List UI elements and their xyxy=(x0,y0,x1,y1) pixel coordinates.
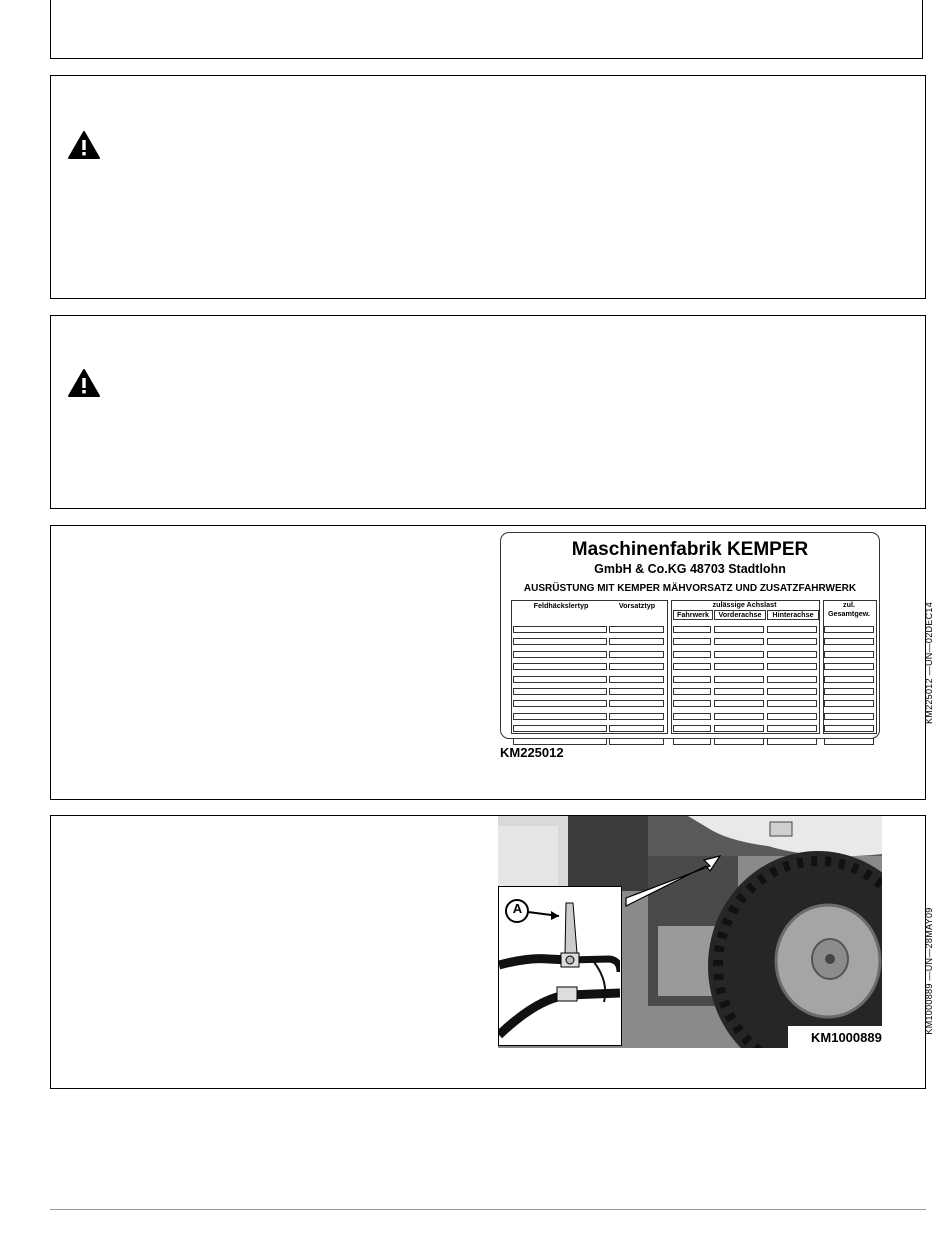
warning-triangle-icon xyxy=(68,131,100,159)
plate-company-name: Maschinenfabrik KEMPER xyxy=(571,539,809,560)
plate-blank-field xyxy=(673,638,711,645)
plate-blank-field xyxy=(767,626,817,633)
plate-blank-field xyxy=(513,725,607,732)
plate-blank-field xyxy=(824,626,874,633)
plate-blank-field xyxy=(673,663,711,670)
plate-blank-field xyxy=(824,738,874,745)
plate-header-front-axle: Vorderachse xyxy=(714,610,766,620)
plate-figure-id: KM225012 xyxy=(500,745,564,760)
warning-box-2 xyxy=(50,315,926,509)
plate-blank-field xyxy=(767,638,817,645)
plate-blank-field xyxy=(513,663,607,670)
plate-blank-field xyxy=(767,738,817,745)
plate-blank-field xyxy=(513,688,607,695)
plate-blank-field xyxy=(609,676,664,683)
plate-blank-field xyxy=(824,638,874,645)
plate-blank-field xyxy=(673,738,711,745)
photo-figure-side-code: KM1000889 —UN—28MAY09 xyxy=(924,907,934,1035)
warning-box-1 xyxy=(50,75,926,299)
plate-blank-field xyxy=(767,688,817,695)
plate-blank-field xyxy=(714,663,764,670)
plate-header-axle-load: zulässige Achslast xyxy=(712,600,777,609)
callout-label-a: A xyxy=(512,901,523,916)
plate-blank-field xyxy=(513,738,607,745)
plate-blank-field xyxy=(767,663,817,670)
plate-header-chassis: Fahrwerk xyxy=(673,610,713,620)
hydraulic-valve-section xyxy=(50,815,934,1089)
plate-company-address: GmbH & Co.KG 48703 Stadtlohn xyxy=(594,562,786,576)
plate-blank-field xyxy=(609,688,664,695)
plate-blank-field xyxy=(513,700,607,707)
plate-blank-field xyxy=(714,651,764,658)
plate-blank-field xyxy=(714,700,764,707)
plate-blank-field xyxy=(513,651,607,658)
identification-plate-section xyxy=(50,525,934,800)
warning-triangle-icon xyxy=(68,369,100,397)
plate-blank-field xyxy=(714,738,764,745)
plate-header-rear-axle: Hinterachse xyxy=(767,610,819,620)
plate-blank-field xyxy=(824,713,874,720)
plate-blank-field xyxy=(714,688,764,695)
plate-blank-field xyxy=(767,651,817,658)
tractor-wheel-photo xyxy=(498,816,882,1048)
plate-blank-field xyxy=(513,713,607,720)
plate-header-harvester-type: Feldhäckslertyp xyxy=(533,601,589,610)
plate-blank-field xyxy=(714,725,764,732)
plate-blank-field xyxy=(673,725,711,732)
plate-blank-field xyxy=(673,713,711,720)
plate-header-total-weight-1: zul. xyxy=(843,600,855,609)
plate-blank-field xyxy=(714,626,764,633)
plate-blank-field xyxy=(609,663,664,670)
plate-blank-field xyxy=(824,688,874,695)
top-content-box xyxy=(50,0,923,59)
plate-blank-field xyxy=(673,688,711,695)
plate-blank-field xyxy=(673,700,711,707)
plate-header-header-type: Vorsatztyp xyxy=(618,601,656,610)
plate-blank-field xyxy=(824,725,874,732)
plate-blank-field xyxy=(714,638,764,645)
plate-blank-field xyxy=(609,638,664,645)
plate-blank-field xyxy=(609,713,664,720)
plate-blank-field xyxy=(714,713,764,720)
plate-figure-side-code: KM225012 —UN—02DEC14 xyxy=(924,601,934,725)
plate-blank-field xyxy=(767,700,817,707)
valve-detail-inset xyxy=(498,886,622,1046)
plate-blank-field xyxy=(513,676,607,683)
plate-blank-field xyxy=(824,700,874,707)
plate-blank-field xyxy=(609,738,664,745)
plate-equipment-title: AUSRÜSTUNG MIT KEMPER MÄHVORSATZ UND ZUSATZFAHRWERK xyxy=(523,583,857,594)
photo-figure-id: KM1000889 xyxy=(811,1030,882,1045)
plate-blank-field xyxy=(513,638,607,645)
plate-blank-field xyxy=(824,651,874,658)
plate-blank-field xyxy=(767,725,817,732)
plate-blank-field xyxy=(609,651,664,658)
plate-blank-field xyxy=(714,676,764,683)
plate-header-total-weight-2: Gesamtgew. xyxy=(827,609,871,618)
plate-blank-field xyxy=(767,713,817,720)
plate-blank-field xyxy=(513,626,607,633)
plate-blank-field xyxy=(767,676,817,683)
plate-blank-field xyxy=(824,676,874,683)
plate-blank-field xyxy=(824,663,874,670)
footer-divider xyxy=(50,1209,926,1210)
plate-blank-field xyxy=(673,651,711,658)
identification-plate xyxy=(500,532,880,739)
plate-blank-field xyxy=(673,626,711,633)
plate-blank-field xyxy=(609,700,664,707)
plate-blank-field xyxy=(609,725,664,732)
plate-blank-field xyxy=(609,626,664,633)
plate-blank-field xyxy=(673,676,711,683)
